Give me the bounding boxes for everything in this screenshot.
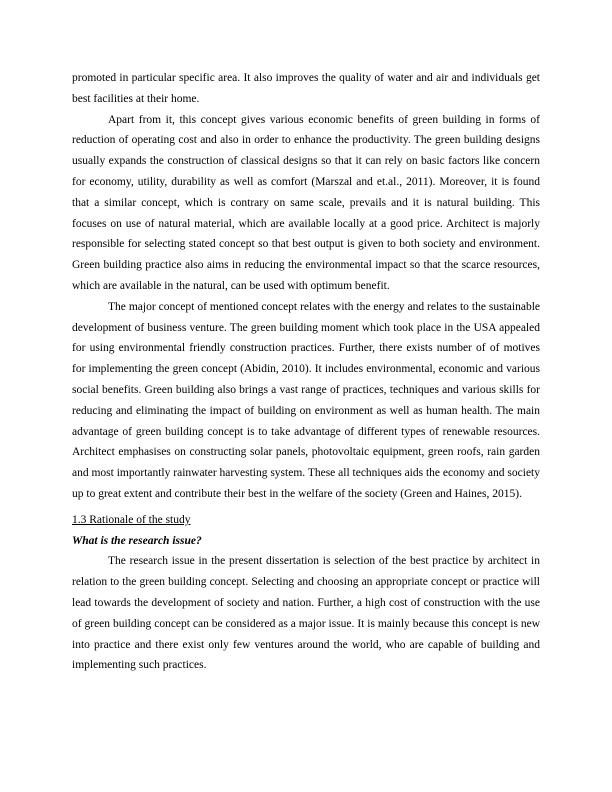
section-heading: 1.3 Rationale of the study [72, 513, 191, 526]
paragraph-research-issue: The research issue in the present dissertation is selection of the best practice by architect in relation to the green building concept. Selecting and choosing an appropriate concept or practice will lead towards the development of society and nation. Further, a high cost of construction with the use of green building concept can be considered as a major issue. It is mainly because this concept is new into practice and there exist only few ventures around the world, who are capable of building and implementing such practices. [72, 555, 540, 672]
document-page [72, 68, 540, 676]
paragraph-major-concept: The major concept of mentioned concept relates with the energy and relates to the sustainable development of business venture. The green building moment which took place in the USA appealed for using environmental friendly construction practices. Further, there exists number of of motives for implementing the green concept (Abidin, 2010). It includes environmental, economic and various social benefits. Green building also brings a vast range of practices, techniques and various skills for reducing and eliminating the impact of building on environment as well as human health. The main advantage of green building concept is to take advantage of different types of renewable resources. Architect emphasises on constructing solar panels, photovoltaic equipment, green roofs, rain garden and most importantly rainwater harvesting system. These all techniques aids the economy and society up to great extent and contribute their best in the welfare of the society (Green and Haines, 2015). [72, 300, 540, 500]
paragraph-continuation: promoted in particular specific area. It also improves the quality of water and air and individuals get best facilities at their home. [72, 72, 540, 105]
paragraph-economic-benefits: Apart from it, this concept gives various economic benefits of green building in forms of reduction of operating cost and also in order to enhance the productivity. The green building designs usually expands the construction of classical designs so that it can rely on basic factors like concern for economy, utility, durability as well as comfort (Marszal and et.al., 2011). Moreover, it is found that a similar concept, which is contrary on same scale, prevails and it is natural building. This focuses on use of natural material, which are available locally at a good price. Architect is majorly responsible for selecting stated concept so that best output is given to both society and environment. Green building practice also aims in reducing the environmental impact so that the scarce resources, which are available in the natural, can be used with optimum benefit. [72, 113, 540, 292]
research-question: What is the research issue? [72, 534, 202, 547]
